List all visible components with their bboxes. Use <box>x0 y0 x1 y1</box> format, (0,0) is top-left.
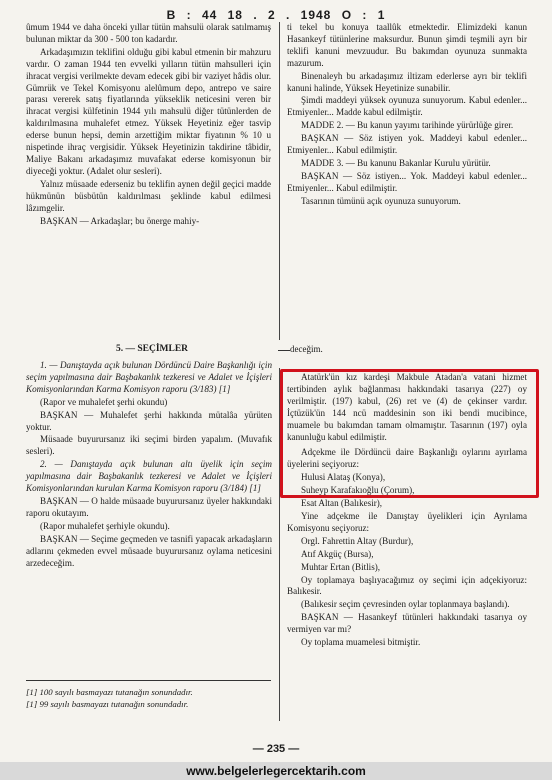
paragraph: BAŞKAN — Arkadaşlar; bu önerge mahiy- <box>40 215 200 226</box>
column-top-right <box>287 22 527 209</box>
paragraph: BAŞKAN — O halde müsaade buyurursanız üyeler hakkındaki raporu okutayım. <box>26 495 272 518</box>
footnote: [1] 100 sayılı basmayazı tutanağın sonundadır. <box>26 687 193 697</box>
section-title: 5. — SEÇİMLER <box>26 342 278 356</box>
agenda-item: 2. — Danıştayda açık bulunan altı üyelik için seçim yapılmasına dair Başbakanlık tezkeresi ve Adalet ve İçişleri Komisyonlarından kurulan Karma Komisyon raporu (3/184) [1] <box>26 459 272 494</box>
footnotes <box>26 686 272 710</box>
paragraph: (Balıkesir seçim çevresinden oylar toplanmaya başlandı). <box>301 599 510 610</box>
watermark-url: www.belgelerlegercektarih.com <box>0 762 552 780</box>
list-item: Orgl. Fahrettin Altay (Burdur), <box>301 535 414 546</box>
paragraph: BAŞKAN — Seçime geçmeden ve tasnifi yapacak arkadaşların adlarını çekmeden evvel müsaade buyurursanız oylama neticesini arzedeceğim. <box>26 533 272 568</box>
paragraph: Tasarının tümünü açık oyunuza sunuyorum. <box>301 195 461 206</box>
paragraph: ti tekel bu konuya taallûk etmektedir. Elimizdeki kanun Hasankeyf tütünlerine maksurdur. Bunun şimdi teşmili ayrı bir teklifi kanuni mevzuudur. Bu bakımdan oyunuza sunmakta mazurum. <box>287 22 527 68</box>
list-item: Hulusi Alataş (Konya), <box>301 472 386 483</box>
column-bottom-left <box>26 360 272 570</box>
paragraph: BAŞKAN — Söz istiyen... Yok. Maddeyi kabul edenler... Etmiyenler... Kabul edilmiştir. <box>287 170 527 193</box>
page-number: — 235 — <box>252 743 300 755</box>
paragraph: ûmum 1944 ve daha önceki yıllar tütün mahsulü olarak satılmamış bulunan miktar da 300 - 500 ton kadardır. <box>26 22 271 44</box>
paragraph: BAŞKAN — Hasankeyf tütünleri hakkındaki tasarıya oy vermiyen var mı? <box>287 612 527 635</box>
paragraph: Adçekme ile Dördüncü daire Başkanlığı oylarını ayırlama üyelerini seçiyoruz: <box>287 447 527 470</box>
paragraph: (Rapor muhalefet şerhiyle okundu). <box>40 520 170 531</box>
column-divider <box>279 22 280 340</box>
paragraph: (Rapor ve muhalefet şerhi okundu) <box>40 396 168 407</box>
paragraph: Oy toplama muamelesi bitmiştir. <box>301 637 421 648</box>
list-item: Esat Altan (Balıkesir), <box>301 498 383 509</box>
paragraph: Oy toplamaya başlıyacağımız oy seçimi için adçekiyoruz: Balıkesir. <box>287 574 527 597</box>
footnote: [1] 99 sayılı basmayazı tutanağın sonundadır. <box>26 699 189 709</box>
paragraph: Müsaade buyurursanız iki seçimi birden yapalım. (Muvafık sesleri). <box>26 434 272 457</box>
paragraph: BAŞKAN — Söz istiyen yok. Maddeyi kabul edenler... Etmiyenler... Kabul edilmiştir. <box>287 133 527 156</box>
agenda-item: 1. — Danıştayda açık bulunan Dördüncü Daire Başkanlığı için seçim yapılmasına dair Başbakanlık tezkeresi ve Adalet ve İçişleri Komisyonlarından Karma Komisyon raporu (3/183) [1] <box>26 360 272 394</box>
highlighted-paragraph: Atatürk'ün kız kardeşi Makbule Atadan'a vatani hizmet tertibinden aylık bağlanması hakkındaki tasarıya (227) oy verilmiştir. (197) kabul, (26) ret ve (4) de çekinser vardır. İçtüzük'ün 144 ncü maddesinin son iki bendi mucibince, muamele bu bakımdan tamam olmamıştır. Tasarının (197) oyla kanunluğu kabul edilmiştir. <box>287 372 527 442</box>
page-header: B : 44 18 . 2 . 1948 O : 1 <box>166 8 386 22</box>
paragraph: Arkadaşımızın teklifini olduğu gibi kabul etmenin bir mahzuru vardır. O zaman 1944 ten evvelki yılların tütün mahsulleri için ihracat vergisi verilmekte devam edecek gibi bir vaziyet hâdis olur. Gümrük ve Tekel Komisyonu alelûmum depo, antrepo ve saire parası vererek satış fiyatlarında yükseklik neticesini veren bir ihracat vergisi külfetinin 1944 yılı mahsulü diğer tütünlerden de kaldırılmasına muhalefet etmez. Yüksek Heyetiniz eğer tasvip ederse bunun hepsi, demin arzettiğim miktar fiyatının % 10 u nispetinde ihraç vergisidir. Yüksek Heyetinizin takdirine tâbidir, Maliye Bakanı arkadaşımız muvafakat ederse komisyonun bir diyeceği yoktur. (Adalet olur sesleri). <box>26 46 271 176</box>
paragraph: BAŞKAN — Muhalefet şerhi hakkında mütalâa yürüten yoktur. <box>26 409 272 432</box>
highlight-box <box>280 369 539 498</box>
list-item: Atıf Akgüç (Bursa), <box>301 548 374 559</box>
list-item: Muhtar Ertan (Bitlis), <box>301 561 381 572</box>
paragraph: Şimdi maddeyi yüksek oyunuza sunuyorum. Kabul edenler... Etmiyenler... Madde kabul edilmiştir. <box>287 95 527 118</box>
paragraph: MADDE 2. — Bu kanun yayımı tarihinde yürürlüğe girer. <box>301 120 514 131</box>
paragraph: Binenaleyh bu arkadaşımız iltizam ederlerse ayrı bir teklifi kanuni halinde, Yüksek Heyetinize sunabilir. <box>287 70 527 93</box>
column-top-left <box>26 22 271 228</box>
paragraph: Yalnız müsaade ederseniz bu teklifin aynen değil geçici madde hükmünün büsbütün kaldırılması şeklinde kabul edilmesi lâzımgelir. <box>26 178 271 213</box>
list-item: Suheyp Karafakıoğlu (Çorum), <box>301 485 415 496</box>
section-right-fragment: deceğim. <box>290 342 526 356</box>
paragraph: MADDE 3. — Bu kanunu Bakanlar Kurulu yürütür. <box>301 157 491 168</box>
footnote-rule <box>26 680 271 681</box>
paragraph: Yine adçekme ile Danıştay üyelikleri için Ayrılama Komisyonu seçiyoruz: <box>287 510 527 533</box>
